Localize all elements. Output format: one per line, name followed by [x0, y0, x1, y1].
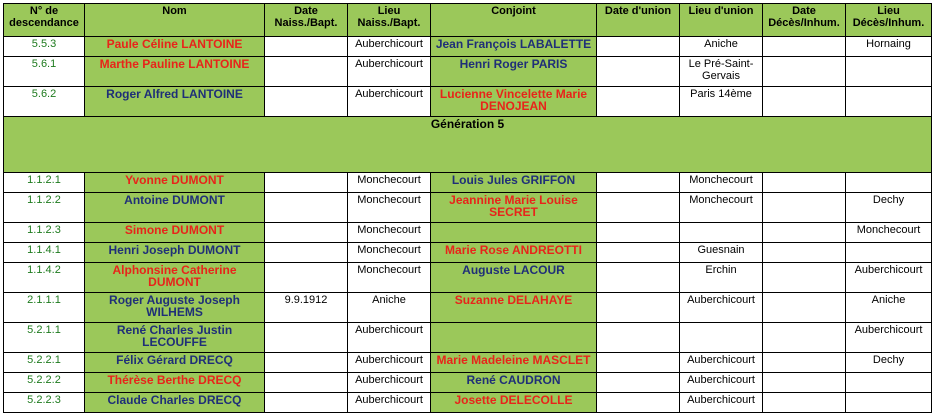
person-name-cell: Félix Gérard DRECQ: [85, 353, 265, 373]
spouse-name-cell: Josette DELECOLLE: [431, 393, 597, 413]
birth-date-cell: [265, 243, 348, 263]
death-date-cell: [763, 37, 846, 57]
death-place-cell: [846, 373, 932, 393]
person-name-cell: Marthe Pauline LANTOINE: [85, 57, 265, 87]
birth-place-cell: Monchecourt: [348, 243, 431, 263]
table-row: [4, 223, 932, 243]
birth-place-cell: Auberchicourt: [348, 393, 431, 413]
union-date-cell: [597, 173, 680, 193]
table-row: [4, 373, 932, 393]
death-place-cell: [846, 57, 932, 87]
descendance-number-cell: 5.2.2.2: [4, 373, 85, 393]
descendance-number-cell: 5.5.3: [4, 37, 85, 57]
death-place-cell: [846, 393, 932, 413]
birth-place-cell: Auberchicourt: [348, 373, 431, 393]
table-row: [4, 193, 932, 223]
union-place-cell: Auberchicourt: [680, 293, 763, 323]
table-row: [4, 87, 932, 117]
table-row: [4, 353, 932, 373]
union-place-cell: Aniche: [680, 37, 763, 57]
birth-date-cell: 9.9.1912: [265, 293, 348, 323]
union-place-cell: Le Pré-Saint-Gervais: [680, 57, 763, 87]
spouse-name-cell: Jeannine Marie Louise SECRET: [431, 193, 597, 223]
spouse-name-cell: Henri Roger PARIS: [431, 57, 597, 87]
header-row: [4, 4, 932, 37]
descendance-number-cell: 5.2.2.1: [4, 353, 85, 373]
birth-place-cell: Monchecourt: [348, 173, 431, 193]
death-date-cell: [763, 193, 846, 223]
person-name-cell: Thérèse Berthe DRECQ: [85, 373, 265, 393]
person-name-cell: Antoine DUMONT: [85, 193, 265, 223]
union-date-cell: [597, 353, 680, 373]
death-date-cell: [763, 173, 846, 193]
generation-banner-row: [4, 117, 932, 173]
descendance-number-cell: 2.1.1.1: [4, 293, 85, 323]
union-place-cell: Auberchicourt: [680, 393, 763, 413]
death-place-cell: Dechy: [846, 353, 932, 373]
spouse-name-cell: Jean François LABALETTE: [431, 37, 597, 57]
union-place-cell: Guesnain: [680, 243, 763, 263]
death-date-cell: [763, 263, 846, 293]
birth-place-cell: Auberchicourt: [348, 353, 431, 373]
spouse-name-cell: Suzanne DELAHAYE: [431, 293, 597, 323]
birth-place-cell: Auberchicourt: [348, 57, 431, 87]
death-place-cell: Monchecourt: [846, 223, 932, 243]
death-date-cell: [763, 243, 846, 263]
table-row: [4, 57, 932, 87]
union-date-cell: [597, 223, 680, 243]
table-row: [4, 323, 932, 353]
union-place-cell: Monchecourt: [680, 193, 763, 223]
person-name-cell: Claude Charles DRECQ: [85, 393, 265, 413]
death-date-cell: [763, 87, 846, 117]
person-name-cell: Roger Auguste Joseph WILHEMS: [85, 293, 265, 323]
person-name-cell: Yvonne DUMONT: [85, 173, 265, 193]
death-date-cell: [763, 393, 846, 413]
header-cell: Lieu d'union: [680, 4, 763, 37]
spouse-name-cell: Marie Madeleine MASCLET: [431, 353, 597, 373]
header-cell: Conjoint: [431, 4, 597, 37]
death-place-cell: Auberchicourt: [846, 263, 932, 293]
union-date-cell: [597, 87, 680, 117]
birth-place-cell: Monchecourt: [348, 263, 431, 293]
descendance-number-cell: 5.6.2: [4, 87, 85, 117]
header-cell: Date d'union: [597, 4, 680, 37]
union-place-cell: Auberchicourt: [680, 373, 763, 393]
table-row: [4, 173, 932, 193]
birth-date-cell: [265, 353, 348, 373]
birth-date-cell: [265, 323, 348, 353]
death-place-cell: [846, 87, 932, 117]
person-name-cell: Simone DUMONT: [85, 223, 265, 243]
union-date-cell: [597, 37, 680, 57]
descendance-number-cell: 1.1.4.1: [4, 243, 85, 263]
spouse-name-cell: [431, 323, 597, 353]
table-row: [4, 393, 932, 413]
union-date-cell: [597, 373, 680, 393]
union-place-cell: [680, 223, 763, 243]
death-date-cell: [763, 223, 846, 243]
death-place-cell: [846, 243, 932, 263]
death-date-cell: [763, 293, 846, 323]
birth-date-cell: [265, 393, 348, 413]
header-cell: N° de descendance: [4, 4, 85, 37]
person-name-cell: Henri Joseph DUMONT: [85, 243, 265, 263]
death-date-cell: [763, 57, 846, 87]
header-cell: Lieu Décès/Inhum.: [846, 4, 932, 37]
table-row: [4, 243, 932, 263]
union-place-cell: Paris 14ème: [680, 87, 763, 117]
union-date-cell: [597, 293, 680, 323]
spouse-name-cell: Lucienne Vincelette Marie DENOJEAN: [431, 87, 597, 117]
union-place-cell: Auberchicourt: [680, 353, 763, 373]
birth-place-cell: Monchecourt: [348, 223, 431, 243]
death-place-cell: [846, 173, 932, 193]
table-row: [4, 37, 932, 57]
header-cell: Nom: [85, 4, 265, 37]
union-place-cell: [680, 323, 763, 353]
union-date-cell: [597, 193, 680, 223]
birth-date-cell: [265, 223, 348, 243]
union-place-cell: Monchecourt: [680, 173, 763, 193]
birth-date-cell: [265, 57, 348, 87]
header-cell: Date Naiss./Bapt.: [265, 4, 348, 37]
birth-place-cell: Aniche: [348, 293, 431, 323]
union-place-cell: Erchin: [680, 263, 763, 293]
person-name-cell: Roger Alfred LANTOINE: [85, 87, 265, 117]
birth-date-cell: [265, 263, 348, 293]
birth-date-cell: [265, 193, 348, 223]
birth-place-cell: Auberchicourt: [348, 37, 431, 57]
descendance-number-cell: 1.1.2.2: [4, 193, 85, 223]
generation-label: Génération 5: [4, 117, 932, 173]
spouse-name-cell: René CAUDRON: [431, 373, 597, 393]
birth-place-cell: Auberchicourt: [348, 87, 431, 117]
union-date-cell: [597, 57, 680, 87]
birth-place-cell: Monchecourt: [348, 193, 431, 223]
person-name-cell: Paule Céline LANTOINE: [85, 37, 265, 57]
table-row: [4, 263, 932, 293]
death-date-cell: [763, 353, 846, 373]
table-body: [4, 37, 932, 413]
descendance-number-cell: 1.1.2.3: [4, 223, 85, 243]
birth-date-cell: [265, 87, 348, 117]
death-place-cell: Aniche: [846, 293, 932, 323]
birth-date-cell: [265, 173, 348, 193]
death-place-cell: Hornaing: [846, 37, 932, 57]
spouse-name-cell: [431, 223, 597, 243]
birth-date-cell: [265, 373, 348, 393]
table-row: [4, 293, 932, 323]
person-name-cell: René Charles Justin LECOUFFE: [85, 323, 265, 353]
union-date-cell: [597, 243, 680, 263]
descendance-number-cell: 5.2.1.1: [4, 323, 85, 353]
birth-place-cell: Auberchicourt: [348, 323, 431, 353]
death-date-cell: [763, 323, 846, 353]
death-place-cell: Auberchicourt: [846, 323, 932, 353]
person-name-cell: Alphonsine Catherine DUMONT: [85, 263, 265, 293]
header-cell: Lieu Naiss./Bapt.: [348, 4, 431, 37]
death-place-cell: Dechy: [846, 193, 932, 223]
descendance-number-cell: 1.1.4.2: [4, 263, 85, 293]
union-date-cell: [597, 323, 680, 353]
birth-date-cell: [265, 37, 348, 57]
descendance-number-cell: 5.2.2.3: [4, 393, 85, 413]
spouse-name-cell: Auguste LACOUR: [431, 263, 597, 293]
spouse-name-cell: Louis Jules GRIFFON: [431, 173, 597, 193]
spouse-name-cell: Marie Rose ANDREOTTI: [431, 243, 597, 263]
death-date-cell: [763, 373, 846, 393]
union-date-cell: [597, 393, 680, 413]
header-cell: Date Décès/Inhum.: [763, 4, 846, 37]
union-date-cell: [597, 263, 680, 293]
descendance-number-cell: 1.1.2.1: [4, 173, 85, 193]
descendance-number-cell: 5.6.1: [4, 57, 85, 87]
genealogy-table: [3, 3, 932, 413]
